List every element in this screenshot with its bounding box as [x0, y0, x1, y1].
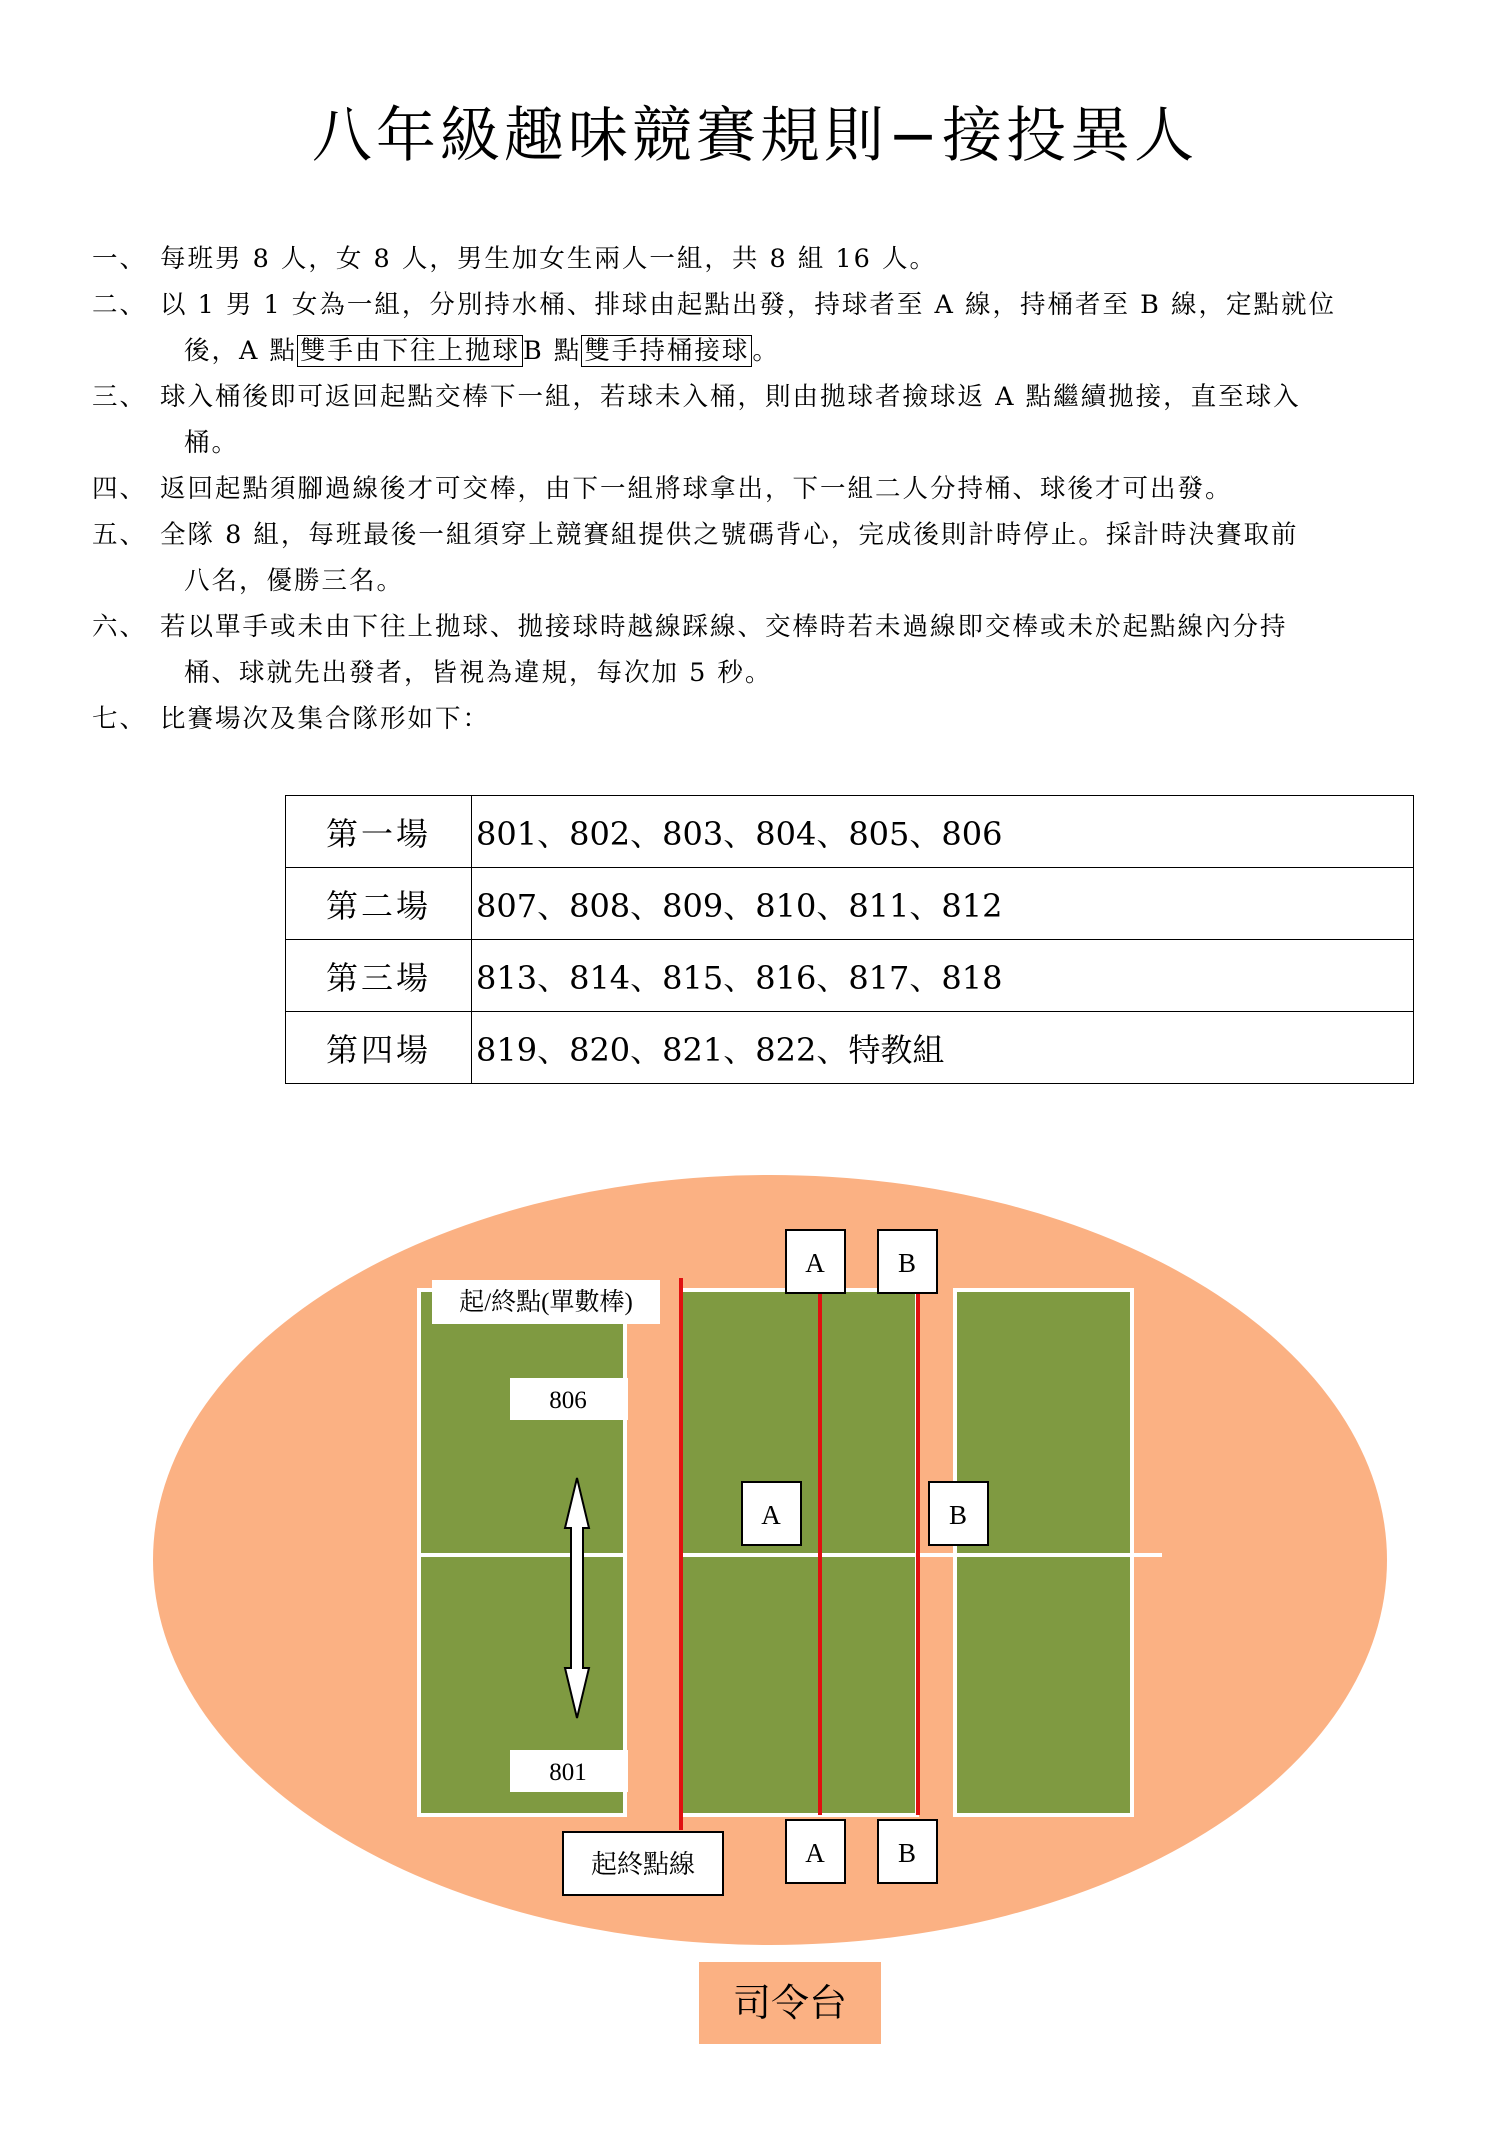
rule-text: 每班男 8 人，女 8 人，男生加女生兩人一組，共 8 組 16 人。	[160, 244, 937, 274]
line-label: 起終點線	[590, 1850, 696, 1879]
rule-text: 比賽場次及集合隊形如下：	[160, 704, 491, 734]
rule-number: 五、	[92, 520, 148, 550]
rules-list	[92, 236, 1422, 742]
boxed-text-catch: 雙手持桶接球	[581, 335, 752, 367]
rule-text-segment: B 點	[523, 336, 582, 366]
round-classes: 807、808、809、810、811、812	[472, 868, 1414, 940]
rule-item	[92, 374, 1422, 466]
table-row	[286, 796, 1414, 868]
rule-text-continued	[162, 328, 1422, 374]
rule-text: 返回起點須腳過線後才可交棒，由下一組將球拿出，下一組二人分持桶、球後才可出發。	[160, 474, 1233, 504]
round-label: 第一場	[286, 796, 472, 868]
court-left	[419, 1290, 625, 1815]
rule-text-continued: 桶。	[184, 428, 240, 458]
rule-number: 三、	[92, 382, 148, 412]
rule-number: 四、	[92, 474, 148, 504]
round-classes: 819、820、821、822、特教組	[472, 1012, 1414, 1084]
table-row	[286, 1012, 1414, 1084]
rule-number: 六、	[92, 612, 148, 642]
field-diagram	[0, 1160, 1510, 1960]
page-title: 八年級趣味競賽規則−接投異人	[311, 101, 1199, 171]
rule-text: 全隊 8 組，每班最後一組須穿上競賽組提供之號碼背心，完成後則計時停止。採計時決賽取前	[160, 520, 1299, 550]
schedule-table	[285, 795, 1414, 1084]
b-label-top: B	[897, 1248, 917, 1278]
start-end-label: 起/終點(單數棒)	[459, 1289, 633, 1316]
rule-item	[92, 512, 1422, 604]
a-label-bottom: A	[805, 1838, 825, 1868]
table-row	[286, 940, 1414, 1012]
a-label-top: A	[805, 1248, 825, 1278]
rule-text-continued: 桶、球就先出發者，皆視為違規，每次加 5 秒。	[184, 658, 773, 688]
court-middle	[681, 1290, 917, 1815]
rule-text: 球入桶後即可返回起點交棒下一組，若球未入桶，則由拋球者撿球返 A 點繼續拋接，直至球入	[160, 382, 1301, 412]
rule-item	[92, 282, 1422, 374]
rule-item	[92, 696, 1422, 742]
round-classes: 813、814、815、816、817、818	[472, 940, 1414, 1012]
rule-text: 若以單手或未由下往上拋球、拋接球時越線踩線、交棒時若未過線即交棒或未於起點線內分持	[160, 612, 1288, 642]
rule-text: 以 1 男 1 女為一組，分別持水桶、排球由起點出發，持球者至 A 線，持桶者至 B 線，定點就位	[160, 290, 1336, 320]
b-label-middle: B	[948, 1500, 968, 1530]
table-row	[286, 868, 1414, 940]
team-bottom-label: 801	[549, 1759, 587, 1786]
rule-number: 七、	[92, 704, 148, 734]
rule-text-segment: 。	[752, 336, 780, 366]
stage-label: 司令台	[699, 1962, 881, 2044]
rule-item	[92, 236, 1422, 282]
court-right	[955, 1290, 1132, 1815]
rule-item	[92, 604, 1422, 696]
rule-item	[92, 466, 1422, 512]
round-label: 第四場	[286, 1012, 472, 1084]
team-top-label: 806	[549, 1387, 587, 1414]
boxed-text-throw: 雙手由下往上拋球	[297, 335, 523, 367]
b-label-bottom: B	[897, 1838, 917, 1868]
round-classes: 801、802、803、804、805、806	[472, 796, 1414, 868]
rule-number: 二、	[92, 290, 148, 320]
round-label: 第三場	[286, 940, 472, 1012]
a-label-middle: A	[761, 1500, 781, 1530]
rule-text-continued: 八名，優勝三名。	[184, 566, 405, 596]
round-label: 第二場	[286, 868, 472, 940]
rule-number: 一、	[92, 244, 148, 274]
rule-text-segment: 後，A 點	[184, 336, 298, 366]
